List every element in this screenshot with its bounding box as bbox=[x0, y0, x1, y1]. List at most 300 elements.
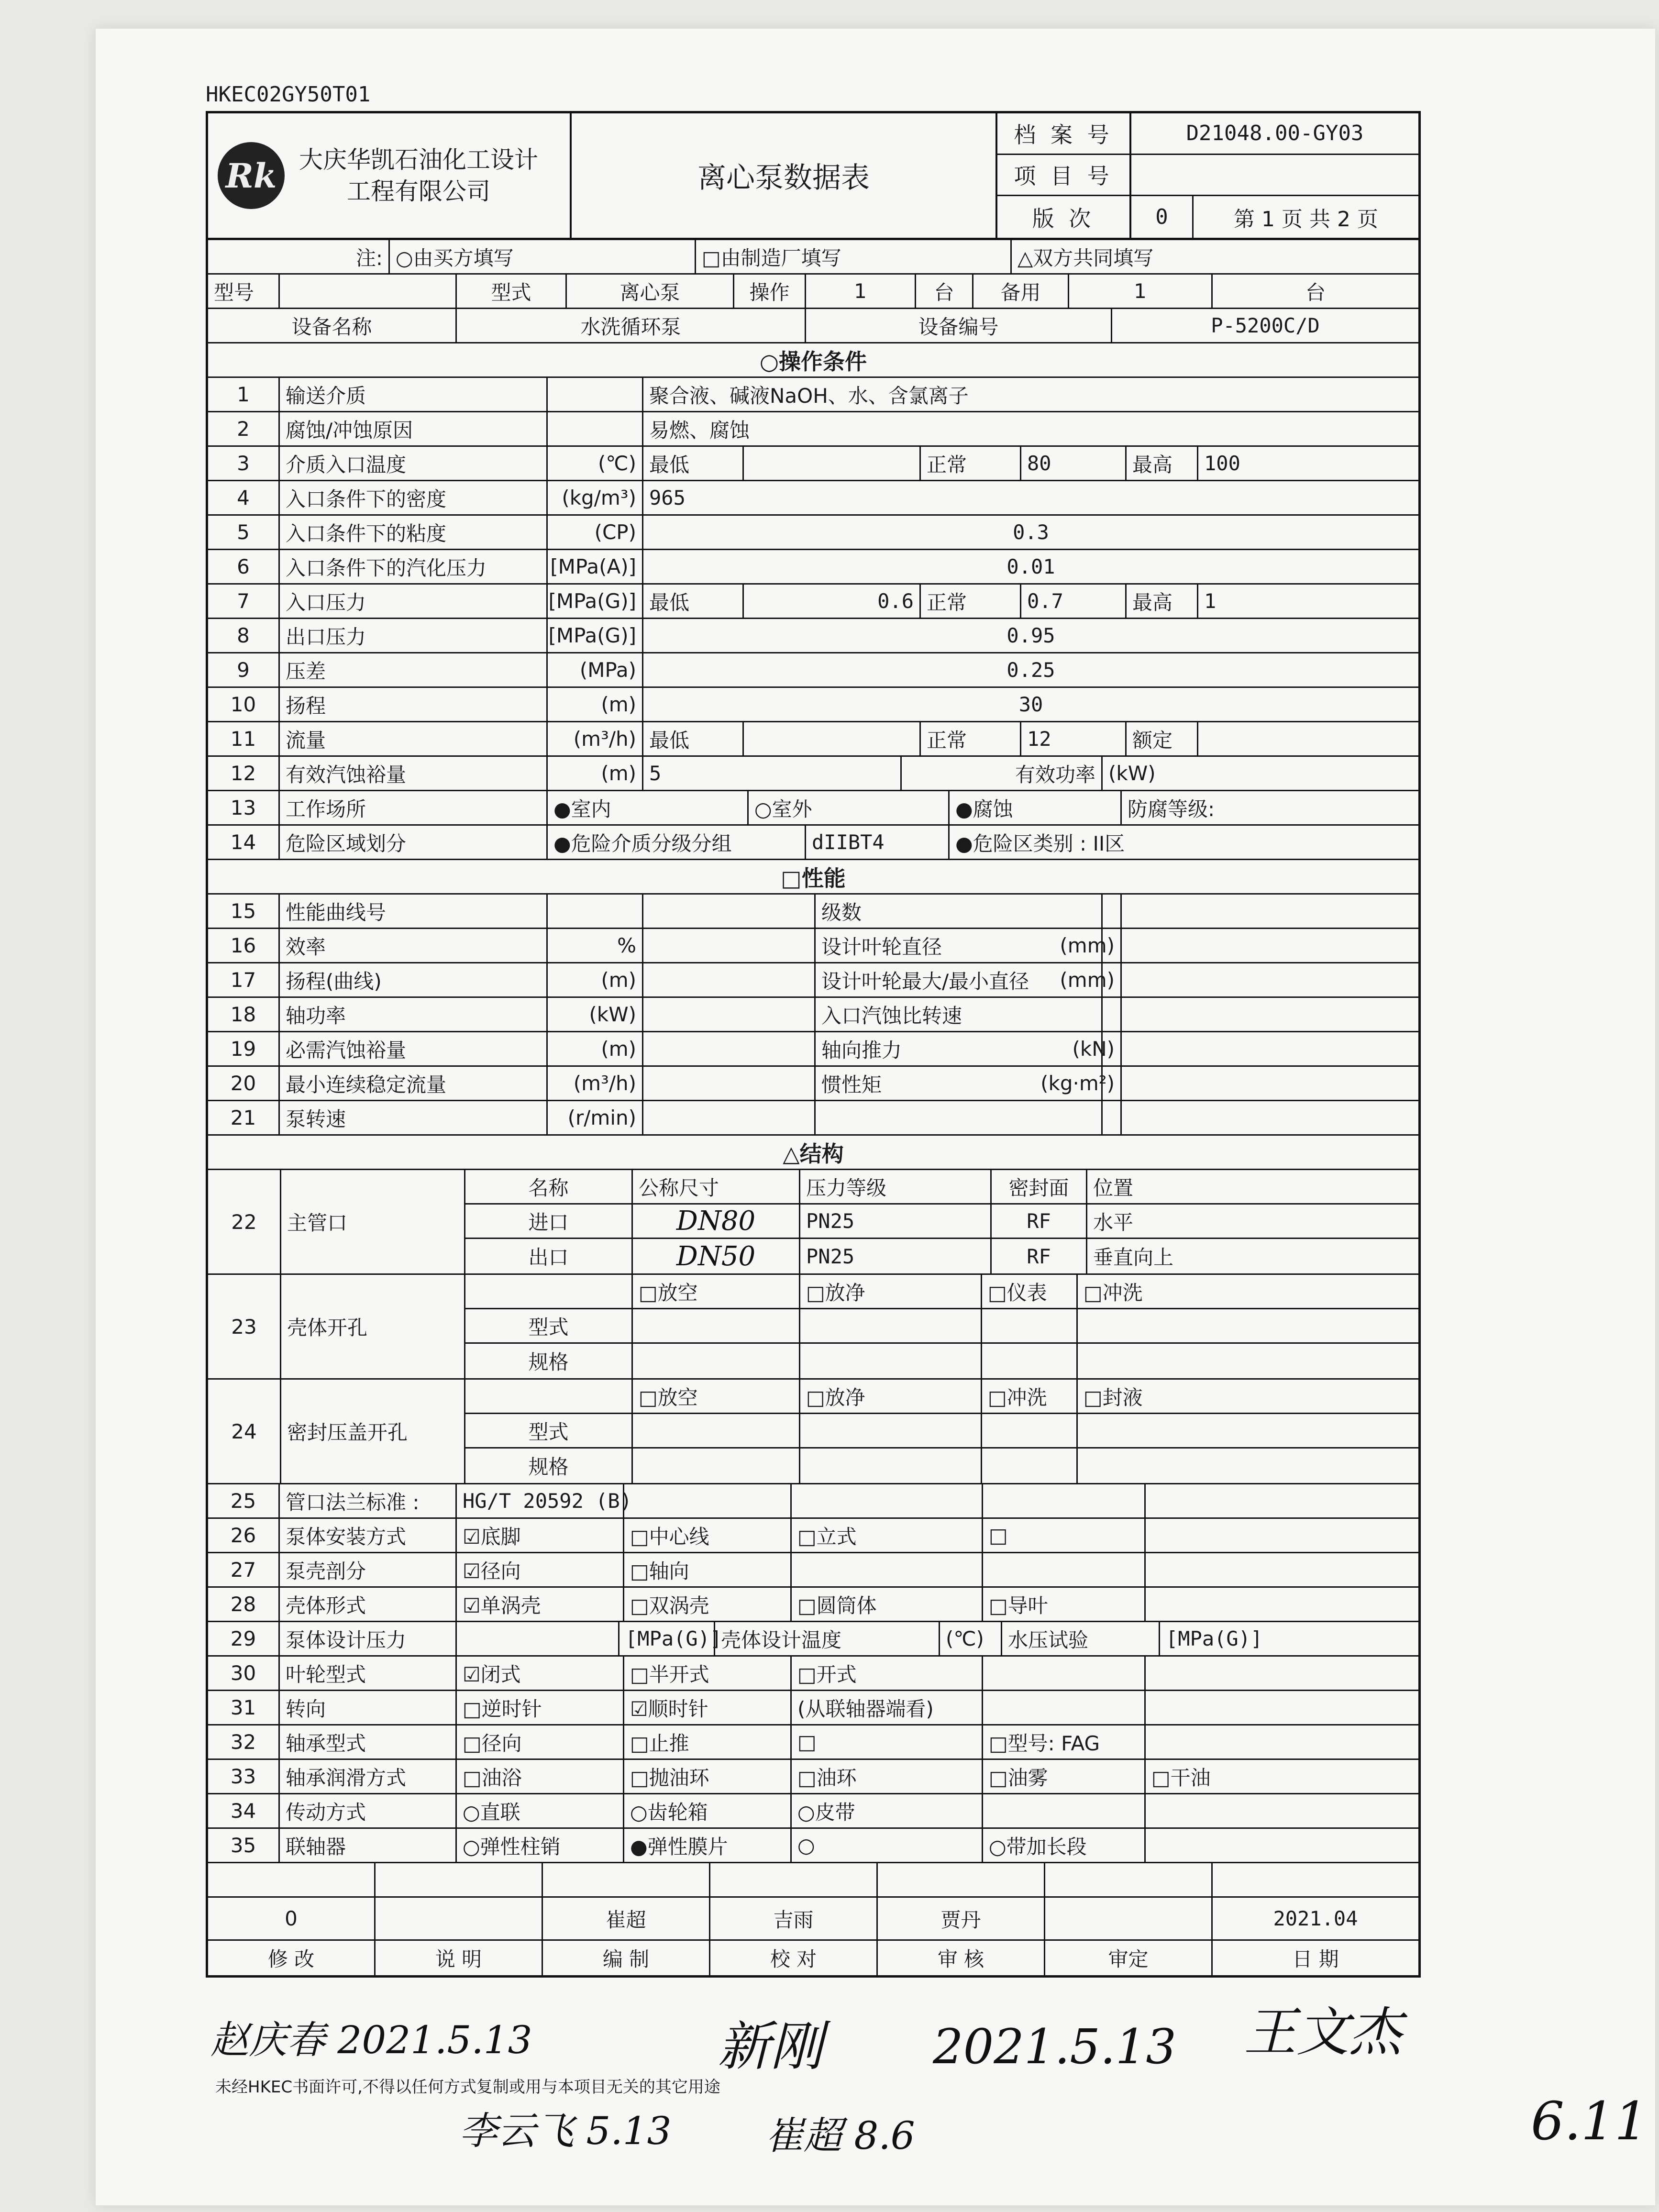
type-label: 型式 bbox=[465, 1414, 633, 1447]
standby-label: 备用 bbox=[973, 275, 1069, 308]
row-label: 轴功率 bbox=[280, 998, 548, 1031]
seal-options bbox=[465, 1380, 1418, 1414]
perf-row-18 bbox=[208, 998, 1418, 1032]
v bbox=[1078, 1449, 1418, 1483]
notes-row bbox=[208, 240, 1418, 275]
row-29 bbox=[208, 1622, 1418, 1657]
row-unit bbox=[548, 895, 643, 928]
model-label: 型号 bbox=[208, 275, 280, 308]
casing-temp-label: 壳体设计温度 bbox=[715, 1622, 940, 1655]
option-c: □立式 bbox=[792, 1519, 983, 1552]
row-unit: (m) bbox=[548, 688, 643, 721]
row-label: 扬程(曲线) bbox=[280, 963, 548, 996]
option-3: □冲洗 bbox=[982, 1380, 1078, 1413]
inlet-position: 水平 bbox=[1093, 1210, 1134, 1234]
right-value bbox=[1122, 1101, 1418, 1134]
row-label: 叶轮型式 bbox=[280, 1657, 457, 1690]
option-b: □半开式 bbox=[624, 1657, 792, 1690]
spacer bbox=[465, 1380, 633, 1413]
row-unit bbox=[548, 412, 643, 445]
v bbox=[1078, 1309, 1418, 1342]
option-row-30 bbox=[208, 1657, 1418, 1691]
option-row-25 bbox=[208, 1484, 1418, 1519]
row-unit bbox=[548, 378, 643, 411]
right-value bbox=[1122, 929, 1418, 962]
option-1: □放空 bbox=[633, 1380, 800, 1413]
corner-note: 6.11 bbox=[1531, 2090, 1648, 2152]
row-value: 0.01 bbox=[1006, 555, 1055, 578]
op-row-5 bbox=[208, 516, 1418, 550]
row-number: 28 bbox=[208, 1588, 280, 1621]
option-e bbox=[1146, 1553, 1418, 1586]
option-e bbox=[1146, 1484, 1418, 1517]
row-label: 联轴器 bbox=[280, 1829, 457, 1862]
signature-4: 李云飞 5.13 bbox=[459, 2109, 672, 2153]
row-label: 传动方式 bbox=[280, 1794, 457, 1827]
nozzle-block bbox=[208, 1170, 1418, 1275]
seal-openings-block bbox=[208, 1380, 1418, 1484]
normal-label: 正常 bbox=[921, 447, 1021, 480]
company-logo: Rk bbox=[218, 142, 285, 209]
option-b: ●弹性膜片 bbox=[624, 1829, 792, 1862]
option-d bbox=[983, 1691, 1146, 1724]
col-name: 名称 bbox=[465, 1170, 633, 1203]
value-cell bbox=[643, 895, 816, 928]
option-a: ☑底脚 bbox=[457, 1519, 624, 1552]
spec-label: 规格 bbox=[465, 1449, 633, 1483]
hydro-test-label: 水压试验 bbox=[1002, 1622, 1160, 1655]
type-label: 型式 bbox=[457, 275, 567, 308]
row-number: 32 bbox=[208, 1725, 280, 1759]
option-row-31 bbox=[208, 1691, 1418, 1725]
seal-type bbox=[465, 1414, 1418, 1449]
spec-label: 规格 bbox=[465, 1344, 633, 1378]
row-label: 腐蚀/冲蚀原因 bbox=[280, 412, 548, 445]
operate-count: 1 bbox=[806, 275, 916, 308]
row-label: 轴承型式 bbox=[280, 1725, 457, 1759]
label-date: 日 期 bbox=[1292, 1947, 1339, 1971]
right-unit: (mm) bbox=[1103, 929, 1122, 962]
company-name-line2: 工程有限公司 bbox=[347, 177, 490, 205]
row-value: 聚合液、碱液NaOH、水、含氯离子 bbox=[649, 384, 969, 408]
project-no-label: 项 目 号 bbox=[997, 155, 1129, 197]
right-label: 设计叶轮最大/最小直径 bbox=[816, 963, 1103, 996]
row-label: 出口压力 bbox=[280, 619, 548, 652]
section-title: ○操作条件 bbox=[759, 348, 867, 375]
min-value bbox=[744, 722, 921, 755]
section-structure bbox=[208, 1136, 1418, 1170]
signoff-checked: 吉雨 bbox=[710, 1898, 878, 1939]
unit-1: 台 bbox=[916, 275, 973, 308]
option-a: ○直联 bbox=[457, 1794, 624, 1827]
effective-power-unit: (kW) bbox=[1108, 762, 1156, 785]
row-number: 3 bbox=[208, 447, 280, 480]
row-number: 7 bbox=[208, 585, 280, 618]
casing-type bbox=[465, 1309, 1418, 1344]
row-number: 15 bbox=[208, 895, 280, 928]
option-c: □圆筒体 bbox=[792, 1588, 983, 1621]
row-label: 密封压盖开孔 bbox=[281, 1380, 465, 1483]
normal-value: 0.7 bbox=[1021, 585, 1127, 618]
option-c: □油环 bbox=[792, 1760, 983, 1793]
option-c: (从联轴器端看) bbox=[792, 1691, 983, 1724]
standby-count: 1 bbox=[1069, 275, 1213, 308]
option-a: □油浴 bbox=[457, 1760, 624, 1793]
option-row-35 bbox=[208, 1829, 1418, 1863]
row-number: 27 bbox=[208, 1553, 280, 1586]
row-label: 泵转速 bbox=[280, 1101, 548, 1134]
row-unit: (℃) bbox=[548, 447, 643, 480]
label-prepared: 编 制 bbox=[543, 1941, 710, 1975]
row-label: 泵体设计压力 bbox=[280, 1622, 457, 1655]
row-label: 输送介质 bbox=[280, 378, 548, 411]
option-c: ○ bbox=[792, 1829, 983, 1862]
casing-spec bbox=[465, 1344, 1418, 1378]
row-number: 12 bbox=[208, 757, 280, 790]
option-row-28 bbox=[208, 1588, 1418, 1622]
outlet-size: DN50 bbox=[633, 1239, 800, 1273]
v bbox=[633, 1344, 800, 1378]
seal-spec bbox=[465, 1449, 1418, 1483]
max-label: 最高 bbox=[1127, 585, 1198, 618]
right-unit: (mm) bbox=[1103, 963, 1122, 996]
max-label: 最高 bbox=[1127, 447, 1198, 480]
normal-label: 正常 bbox=[921, 585, 1021, 618]
signature-3: 王文杰 bbox=[1244, 2002, 1402, 2063]
row-label: 壳体形式 bbox=[280, 1588, 457, 1621]
row-unit: [MPa(G)] bbox=[548, 585, 643, 618]
effective-power-label: 有效功率 bbox=[902, 757, 1103, 790]
signature-1: 赵庆春 2021.5.13 bbox=[210, 2018, 532, 2062]
right-value bbox=[1122, 998, 1418, 1031]
value-cell bbox=[643, 998, 816, 1031]
row-number: 2 bbox=[208, 412, 280, 445]
option-e bbox=[1146, 1725, 1418, 1759]
model-row bbox=[208, 275, 1418, 309]
signoff-desc bbox=[376, 1898, 543, 1939]
company-name-line1: 大庆华凯石油化工设计 bbox=[299, 146, 538, 174]
row-label: 必需汽蚀裕量 bbox=[280, 1032, 548, 1065]
row-number: 22 bbox=[208, 1170, 281, 1273]
operate-label: 操作 bbox=[734, 275, 806, 308]
equipment-row bbox=[208, 309, 1418, 343]
option-b: □抛油环 bbox=[624, 1760, 792, 1793]
op-row-13 bbox=[208, 791, 1418, 826]
row-unit: (kg/m³) bbox=[548, 481, 643, 514]
option-a: HG/T 20592 (B) bbox=[457, 1484, 624, 1517]
option-row-34 bbox=[208, 1794, 1418, 1829]
option-e bbox=[1146, 1829, 1418, 1862]
option-d bbox=[983, 1484, 1146, 1517]
inlet-face: RF bbox=[992, 1205, 1087, 1238]
option-row-33 bbox=[208, 1760, 1418, 1794]
row-number: 33 bbox=[208, 1760, 280, 1793]
op-row-6 bbox=[208, 550, 1418, 585]
row-label: 最小连续稳定流量 bbox=[280, 1067, 548, 1100]
option-b: □轴向 bbox=[624, 1553, 792, 1586]
v bbox=[982, 1309, 1078, 1342]
row-label: 工作场所 bbox=[280, 791, 548, 824]
right-unit bbox=[1103, 895, 1122, 928]
row-unit: % bbox=[548, 929, 643, 962]
v bbox=[633, 1309, 800, 1342]
section-title: □性能 bbox=[781, 865, 846, 891]
min-label: 最低 bbox=[643, 722, 744, 755]
copyright-notice: 未经HKEC书面许可,不得以任何方式复制或用与本项目无关的其它用途 bbox=[215, 2078, 720, 2097]
row-number: 13 bbox=[208, 791, 280, 824]
document-code: HKEC02GY50T01 bbox=[206, 82, 371, 107]
equipment-tag-label: 设备编号 bbox=[806, 309, 1112, 342]
outlet-face: RF bbox=[992, 1239, 1087, 1273]
option-e bbox=[1146, 1519, 1418, 1552]
right-value bbox=[1122, 1067, 1418, 1100]
option-2: □放净 bbox=[800, 1275, 982, 1308]
col-position: 位置 bbox=[1093, 1176, 1134, 1200]
v bbox=[633, 1414, 800, 1447]
anticorrosion-label: 防腐等级: bbox=[1128, 797, 1215, 821]
row-label: 入口条件下的粘度 bbox=[280, 516, 548, 549]
row-label: 转向 bbox=[280, 1691, 457, 1724]
right-value bbox=[1122, 963, 1418, 996]
company-block bbox=[208, 113, 572, 238]
page-indicator: 第 1 页 共 2 页 bbox=[1234, 207, 1378, 232]
option-b: □双涡壳 bbox=[624, 1588, 792, 1621]
v bbox=[800, 1414, 982, 1447]
option-d: ○带加长段 bbox=[983, 1829, 1146, 1862]
right-unit bbox=[1103, 1101, 1122, 1134]
right-label: 入口汽蚀比转速 bbox=[816, 998, 1103, 1031]
signoff-date: 2021.04 bbox=[1273, 1907, 1358, 1930]
option-b bbox=[624, 1484, 792, 1517]
perf-row-16 bbox=[208, 929, 1418, 963]
row-number: 6 bbox=[208, 550, 280, 583]
op-row-8 bbox=[208, 619, 1418, 653]
hazard-zone: ●危险区类别 : II区 bbox=[955, 831, 1125, 855]
row-unit: [MPa(A)] bbox=[548, 550, 643, 583]
section-performance bbox=[208, 860, 1418, 895]
option-4: □冲洗 bbox=[1084, 1281, 1143, 1305]
op-row-4 bbox=[208, 481, 1418, 516]
note-both: △双方共同填写 bbox=[1018, 246, 1154, 270]
option-a: ☑径向 bbox=[457, 1553, 624, 1586]
perf-row-21 bbox=[208, 1101, 1418, 1136]
right-label: 级数 bbox=[816, 895, 1103, 928]
v bbox=[982, 1344, 1078, 1378]
col-size: 公称尺寸 bbox=[633, 1170, 800, 1203]
row-number: 18 bbox=[208, 998, 280, 1031]
v bbox=[800, 1344, 982, 1378]
row-unit: (MPa) bbox=[548, 653, 643, 686]
file-no-label: 档 案 号 bbox=[997, 113, 1129, 155]
temp-unit: (℃) bbox=[940, 1622, 1002, 1655]
op-row-3 bbox=[208, 447, 1418, 481]
option-e bbox=[1146, 1588, 1418, 1621]
outlet-pressure: PN25 bbox=[800, 1239, 992, 1273]
option-b: □中心线 bbox=[624, 1519, 792, 1552]
equipment-tag-value: P-5200C/D bbox=[1211, 314, 1320, 337]
row-unit: (m) bbox=[548, 1032, 643, 1065]
option-a: ○弹性柱销 bbox=[457, 1829, 624, 1862]
label-checked: 校 对 bbox=[710, 1941, 878, 1975]
row-label: 扬程 bbox=[280, 688, 548, 721]
document-title: 离心泵数据表 bbox=[572, 113, 997, 238]
inlet-name: 进口 bbox=[465, 1205, 633, 1238]
option-2: □放净 bbox=[800, 1380, 982, 1413]
row-number: 1 bbox=[208, 378, 280, 411]
section-operating bbox=[208, 343, 1418, 378]
row-label: 管口法兰标准 : bbox=[280, 1484, 457, 1517]
option-d: □油雾 bbox=[983, 1760, 1146, 1793]
row-unit: [MPa(G)] bbox=[548, 619, 643, 652]
right-label: 设计叶轮直径 bbox=[816, 929, 1103, 962]
option-d bbox=[983, 1553, 1146, 1586]
label-reviewed: 审 核 bbox=[878, 1941, 1045, 1975]
right-value bbox=[1122, 895, 1418, 928]
section-title: △结构 bbox=[783, 1140, 844, 1167]
row-unit: (m³/h) bbox=[548, 722, 643, 755]
min-value: 0.6 bbox=[744, 585, 921, 618]
row-number: 20 bbox=[208, 1067, 280, 1100]
workplace-indoor: ●室内 bbox=[548, 791, 749, 824]
normal-label: 正常 bbox=[921, 722, 1021, 755]
row-unit: (m) bbox=[548, 963, 643, 996]
row-number: 26 bbox=[208, 1519, 280, 1552]
right-unit bbox=[1103, 998, 1122, 1031]
row-label: 壳体开孔 bbox=[281, 1275, 465, 1378]
row-number: 17 bbox=[208, 963, 280, 996]
row-label: 轴承润滑方式 bbox=[280, 1760, 457, 1793]
hydro-unit: [MPa(G)] bbox=[1166, 1627, 1263, 1650]
row-label: 泵壳剖分 bbox=[280, 1553, 457, 1586]
row-number: 30 bbox=[208, 1657, 280, 1690]
row-value: 965 bbox=[649, 486, 686, 509]
signature-2: 新刚 bbox=[718, 2016, 823, 2077]
option-b: ☑顺时针 bbox=[624, 1691, 792, 1724]
datasheet-table bbox=[206, 111, 1421, 1978]
row-label: 有效汽蚀裕量 bbox=[280, 757, 548, 790]
option-c: □开式 bbox=[792, 1657, 983, 1690]
row-number: 31 bbox=[208, 1691, 280, 1724]
min-label: 最低 bbox=[643, 585, 744, 618]
v bbox=[982, 1414, 1078, 1447]
option-c bbox=[792, 1553, 983, 1586]
row-label: 危险区域划分 bbox=[280, 826, 548, 859]
row-number: 29 bbox=[208, 1622, 280, 1655]
signoff-rev: 0 bbox=[208, 1898, 376, 1939]
option-d: □ bbox=[983, 1519, 1146, 1552]
option-3: □仪表 bbox=[982, 1275, 1078, 1308]
row-number: 9 bbox=[208, 653, 280, 686]
row-number: 21 bbox=[208, 1101, 280, 1134]
row-number: 10 bbox=[208, 688, 280, 721]
type-value: 离心泵 bbox=[567, 275, 734, 308]
value-cell bbox=[643, 963, 816, 996]
label-approved: 审定 bbox=[1045, 1941, 1213, 1975]
row-unit: (m) bbox=[548, 757, 643, 790]
row-number: 4 bbox=[208, 481, 280, 514]
perf-row-20 bbox=[208, 1067, 1418, 1101]
row-label: 压差 bbox=[280, 653, 548, 686]
option-e: □干油 bbox=[1151, 1766, 1211, 1790]
inlet-size: DN80 bbox=[633, 1205, 800, 1238]
v bbox=[982, 1449, 1078, 1483]
right-label bbox=[816, 1101, 1103, 1134]
v bbox=[800, 1309, 982, 1342]
right-label: 轴向推力 bbox=[816, 1032, 1103, 1065]
option-a: ☑闭式 bbox=[457, 1657, 624, 1690]
option-d: □导叶 bbox=[983, 1588, 1146, 1621]
max-value: 1 bbox=[1204, 589, 1217, 613]
row-number: 8 bbox=[208, 619, 280, 652]
right-unit: (kg·m²) bbox=[1103, 1067, 1122, 1100]
perf-row-17 bbox=[208, 963, 1418, 998]
inlet-pressure: PN25 bbox=[800, 1205, 992, 1238]
label-desc: 说 明 bbox=[376, 1941, 543, 1975]
signature-date-2: 2021.5.13 bbox=[933, 2019, 1176, 2075]
row-value: 易燃、腐蚀 bbox=[649, 418, 750, 442]
revision-value: 0 bbox=[1131, 196, 1194, 238]
workplace-outdoor: ○室外 bbox=[749, 791, 950, 824]
row-label: 入口压力 bbox=[280, 585, 548, 618]
type-label: 型式 bbox=[465, 1309, 633, 1342]
row-label: 介质入口温度 bbox=[280, 447, 548, 480]
option-row-27 bbox=[208, 1553, 1418, 1588]
row-unit: (m³/h) bbox=[548, 1067, 643, 1100]
row-value: 0.95 bbox=[1006, 624, 1055, 647]
option-a: ☑单涡壳 bbox=[457, 1588, 624, 1621]
equipment-name-value: 水洗循环泵 bbox=[457, 309, 806, 342]
hazard-class-label: ●危险介质分级分组 bbox=[548, 826, 806, 859]
revision-label: 版 次 bbox=[1032, 205, 1095, 232]
notes-label: 注: bbox=[208, 240, 390, 273]
max-value: 100 bbox=[1204, 452, 1240, 475]
signoff-prepared: 崔超 bbox=[543, 1898, 710, 1939]
option-b: □止推 bbox=[624, 1725, 792, 1759]
label-rev: 修 改 bbox=[208, 1941, 376, 1975]
row-number: 25 bbox=[208, 1484, 280, 1517]
row-number: 35 bbox=[208, 1829, 280, 1862]
option-e bbox=[1146, 1794, 1418, 1827]
v bbox=[800, 1449, 982, 1483]
right-unit: (kN) bbox=[1103, 1032, 1122, 1065]
row-number: 5 bbox=[208, 516, 280, 549]
option-a: □径向 bbox=[457, 1725, 624, 1759]
row-label: 入口条件下的汽化压力 bbox=[280, 550, 548, 583]
v bbox=[1078, 1414, 1418, 1447]
note-maker: □由制造厂填写 bbox=[696, 240, 1012, 273]
option-d: □型号: FAG bbox=[983, 1725, 1146, 1759]
option-b: ○齿轮箱 bbox=[624, 1794, 792, 1827]
signoff-reviewed: 贾丹 bbox=[878, 1898, 1045, 1939]
min-label: 最低 bbox=[643, 447, 744, 480]
value-cell bbox=[643, 1032, 816, 1065]
col-pressure: 压力等级 bbox=[800, 1170, 992, 1203]
option-row-32 bbox=[208, 1725, 1418, 1760]
outlet-position: 垂直向上 bbox=[1093, 1246, 1174, 1269]
row-value: 0.25 bbox=[1006, 658, 1055, 682]
value-cell bbox=[643, 1067, 816, 1100]
nozzle-label: 主管口 bbox=[281, 1170, 465, 1273]
option-e bbox=[1146, 1691, 1418, 1724]
perf-row-15 bbox=[208, 895, 1418, 929]
row-unit: (CP) bbox=[548, 516, 643, 549]
row-number: 14 bbox=[208, 826, 280, 859]
pressure-unit: [MPa(G)] bbox=[619, 1622, 715, 1655]
unit-2: 台 bbox=[1305, 280, 1326, 304]
col-face: 密封面 bbox=[992, 1170, 1087, 1203]
option-e bbox=[1146, 1657, 1418, 1690]
option-c: □ bbox=[792, 1725, 983, 1759]
